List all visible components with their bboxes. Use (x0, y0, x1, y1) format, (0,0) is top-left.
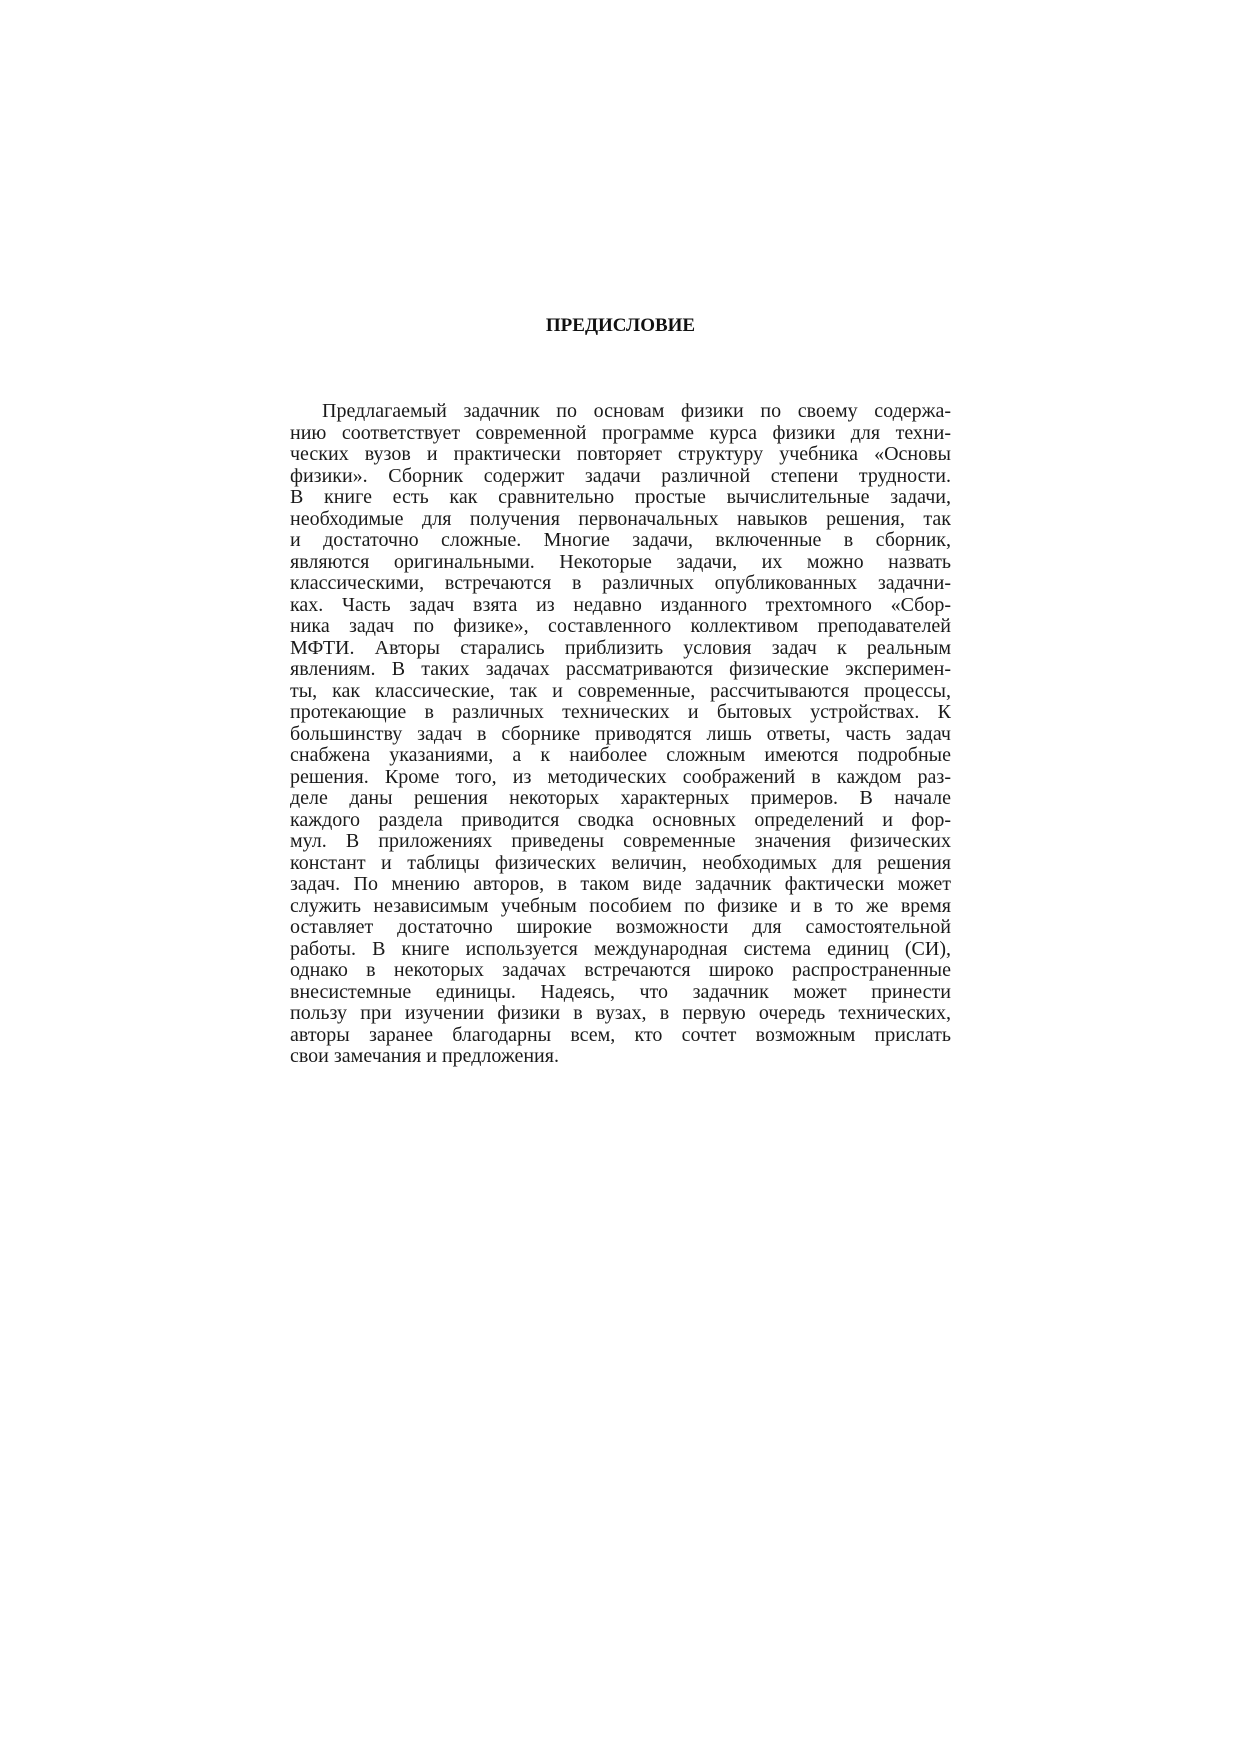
paragraph-line: протекающие в различных технических и бытовых устройствах. К (290, 701, 951, 723)
paragraph-line: пользу при изучении физики в вузах, в первую очередь технических, (290, 1002, 951, 1024)
paragraph-line: решения. Кроме того, из методических соображений в каждом раз- (290, 765, 951, 788)
paragraph-line: однако в некоторых задачах встречаются широко распространенные (290, 959, 951, 981)
paragraph-line: явлениям. В таких задачах рассматриваются физические эксперимен- (290, 658, 951, 680)
paragraph-line: внесистемные единицы. Надеясь, что задачник может принести (290, 980, 951, 1003)
paragraph-line: служить независимым учебным пособием по физике и в то же время (290, 894, 951, 917)
paragraph-line: классическими, встречаются в различных опубликованных задачни- (290, 572, 951, 594)
paragraph-line: снабжена указаниями, а к наиболее сложным имеются подробные (290, 744, 951, 766)
paragraph-line: В книге есть как сравнительно простые вычислительные задачи, (290, 486, 951, 508)
page-title: ПРЕДИСЛОВИЕ (545, 315, 696, 336)
paragraph-line: большинству задач в сборнике приводятся лишь ответы, часть задач (290, 722, 951, 745)
paragraph-line: задач. По мнению авторов, в таком виде задачник фактически может (290, 873, 951, 895)
paragraph-line: оставляет достаточно широкие возможности для самостоятельной (290, 916, 951, 938)
paragraph-line: ческих вузов и практически повторяет структуру учебника «Основы (290, 443, 951, 465)
paragraph-line: авторы заранее благодарны всем, кто сочтет возможным прислать (290, 1023, 951, 1046)
paragraph-line: каждого раздела приводится сводка основных определений и фор- (290, 808, 951, 831)
paragraph-line: являются оригинальными. Некоторые задачи, их можно назвать (290, 550, 951, 573)
paragraph-line: нию соответствует современной программе курса физики для техни- (290, 421, 951, 444)
paragraph-line: Предлагаемый задачник по основам физики по своему содержа- (322, 400, 951, 422)
paragraph-line: свои замечания и предложения. (290, 1045, 559, 1067)
paragraph-line: ты, как классические, так и современные, рассчитываются процессы, (290, 679, 951, 702)
paragraph-line: работы. В книге используется международная система единиц (СИ), (290, 937, 951, 960)
paragraph-line: мул. В приложениях приведены современные значения физических (290, 830, 951, 852)
paragraph-line: и достаточно сложные. Многие задачи, включенные в сборник, (290, 529, 951, 551)
paragraph-line: МФТИ. Авторы старались приблизить условия задач к реальным (290, 636, 951, 659)
paragraph-line: деле даны решения некоторых характерных примеров. В начале (290, 787, 951, 809)
paragraph-line: необходимые для получения первоначальных навыков решения, так (290, 507, 951, 530)
preface-paragraph (290, 401, 951, 1068)
paragraph-line: ника задач по физике», составленного коллективом преподавателей (290, 615, 951, 637)
paragraph-line: констант и таблицы физических величин, необходимых для решения (290, 851, 951, 874)
paragraph-line: ках. Часть задач взята из недавно изданного трехтомного «Сбор- (290, 593, 951, 616)
paragraph-line: физики». Сборник содержит задачи различной степени трудности. (290, 464, 951, 487)
